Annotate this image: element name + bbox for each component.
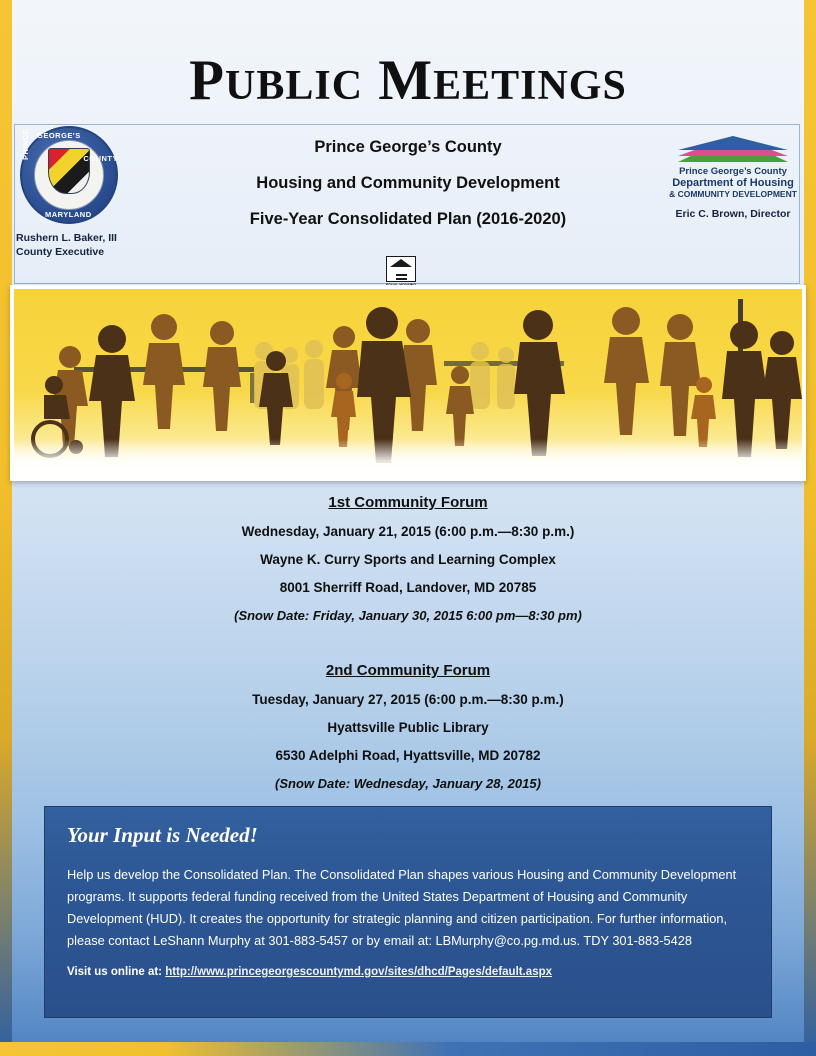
- dhcd-line-department: Department of Housing: [672, 177, 794, 189]
- forum-1-address: 8001 Sherriff Road, Landover, MD 20785: [279, 580, 537, 595]
- dhcd-line-community: & COMMUNITY DEVELOPMENT: [669, 189, 797, 199]
- header-line-county: Prince George’s County: [314, 138, 502, 156]
- county-seal-icon: [20, 126, 118, 224]
- county-executive-name: Rushern L. Baker, III: [16, 232, 117, 244]
- dhcd-website-link[interactable]: http://www.princegeorgescountymd.gov/sites/dhcd/Pages/default.aspx: [165, 966, 553, 978]
- input-box-body: Help us develop the Consolidated Plan. The Consolidated Plan shapes various Housing and Community Development programs. It supports federal funding received from the United States Department of Housing and Community Development (HUD). It creates the opportunity for strategic planning and citizen participation. For further information, please contact LeShann Murphy at 301-883-5457 or by email at: LBMurphy@co.pg.md.us. TDY 301-883-5428: [67, 867, 737, 948]
- header-text-block: [160, 138, 656, 246]
- seal-text-bottom: MARYLAND: [45, 210, 92, 219]
- forum-block-2: [0, 662, 816, 791]
- dhcd-logo: [660, 136, 806, 220]
- crowd-silhouette-image: [14, 289, 802, 475]
- your-input-is-needed-box: [44, 806, 772, 1018]
- forum-2-address: 6530 Adelphi Road, Hyattsville, MD 20782: [275, 748, 541, 763]
- forum-2-snow-date: (Snow Date: Wednesday, January 28, 2015): [275, 776, 541, 791]
- forum-2-venue: Hyattsville Public Library: [327, 720, 489, 735]
- forum-1-venue: Wayne K. Curry Sports and Learning Complex: [260, 552, 556, 567]
- visit-online-line: [67, 966, 749, 978]
- seal-text-right: COUNTY: [83, 154, 118, 163]
- page-title: PUBLIC MEETINGS: [189, 49, 627, 112]
- bottom-border-stripe: [0, 1042, 816, 1056]
- header-line-plan: Five-Year Consolidated Plan (2016-2020): [249, 210, 567, 228]
- forum-1-datetime: Wednesday, January 21, 2015 (6:00 p.m.—8:30 p.m.): [241, 524, 575, 539]
- forum-1-snow-date: (Snow Date: Friday, January 30, 2015 6:00 pm—8:30 pm): [234, 608, 582, 623]
- dhcd-line-county: Prince George’s County: [679, 166, 787, 177]
- visit-online-label: Visit us online at:: [67, 966, 162, 978]
- crowd-photo-band: [10, 285, 806, 481]
- county-executive-block: [16, 232, 176, 259]
- dhcd-director-name: Eric C. Brown, Director: [675, 208, 791, 220]
- forum-2-title: 2nd Community Forum: [325, 662, 491, 679]
- dhcd-chevron-icon: [678, 136, 788, 164]
- seal-text-top: GEORGE'S: [37, 131, 81, 140]
- seal-text-left: PRINCE: [21, 128, 30, 160]
- header-line-department: Housing and Community Development: [256, 174, 560, 192]
- forum-2-datetime: Tuesday, January 27, 2015 (6:00 p.m.—8:30 p.m.): [252, 692, 564, 707]
- forum-block-1: [0, 494, 816, 623]
- county-executive-title: County Executive: [16, 245, 105, 258]
- input-box-heading: Your Input is Needed!: [67, 823, 258, 847]
- forum-1-title: 1st Community Forum: [328, 494, 488, 511]
